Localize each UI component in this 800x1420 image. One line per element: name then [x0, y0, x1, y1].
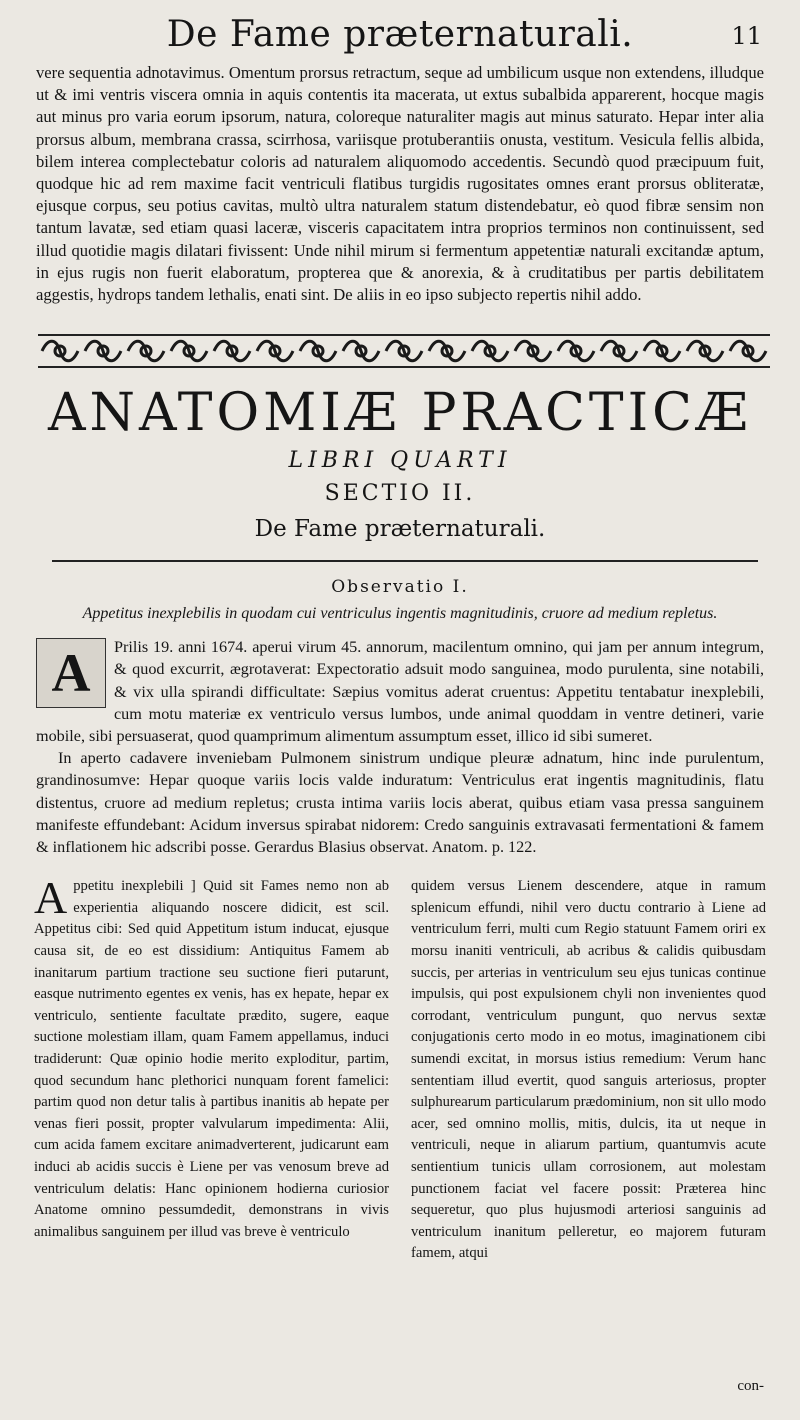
ornament-scroll [171, 341, 207, 361]
observation-title: Observatio I. [331, 577, 469, 598]
running-head [34, 0, 766, 62]
commentary-columns [34, 872, 766, 1265]
page-number: 11 [731, 22, 762, 50]
running-title: De Fame præternaturali. [166, 14, 634, 55]
ornament-scroll [85, 341, 121, 361]
commentary-left-text: ppetitu inexplebili ] Quid sit Fames nemo non ab experientia aliquando noscere didicit, est scil. Appetitus cibi: Sed quid Appetitum istum inducat, ejusque causa sit, de eo est dissidium: Antiquitus Famem ab inanitarum partium tractione seu suctione fieri putarunt, easque nutrimento egentes ex venis, has ex hepate, hepar ex ventriculo, sentiente facultate prædito, sugere, eaque suctione molestiam illam, quam Famem appellamus, induci tradiderunt: Quæ opinio hodie merito exploditur, partim, quod secundum hanc plethorici nunquam forent famelici: partim quod non detur talis à partibus inanitis ab hepate per venas fieri possit, propter valvularum impedimenta: Alii, cum acida famem excitare animadverterent, judicarunt eam induci ab acidis succis è Liene per vas venosum breve ad ventriculum delatis: Hanc opinionem hodierna curiosior Anatome omnino pessumdedit, demonstrans in vivis animalibus sanguinem per illud vas breve è ventriculo [34, 878, 389, 1240]
ornament-scroll [386, 341, 422, 361]
book-subtitle: LIBRI QUARTI [288, 448, 512, 474]
commentary-left-column [34, 872, 389, 1265]
ornament-scroll [472, 341, 508, 361]
decorative-border-ornament [38, 332, 770, 370]
ornament-scroll [687, 341, 723, 361]
ornament-scroll [257, 341, 293, 361]
ornament-scroll [515, 341, 551, 361]
ornament-scroll [343, 341, 379, 361]
observation-paragraph-2: In aperto cadavere inveniebam Pulmonem sinistrum undique pleuræ adnatum, hinc inde purulentum, grandinosumve: Hepar quoque variis locis valde induratum: Ventriculus erat ingentis magnitudinis, flatu distentus, cruore ad medium repletus; crusta intima variis locis aberat, quibus etiam vasa pressa sanguinem manifeste effundebant: Acidum inversus spirabat nidorem: Credo sanguinis extravasati fermentationi & famem & inflationem hic adscribi posse. Gerardus Blasius observat. Anatom. p. 122. [36, 749, 764, 857]
chapter-title: De Fame præternaturali. [254, 516, 546, 543]
ornament-scroll [300, 341, 336, 361]
main-title: ANATOMIÆ PRACTICÆ [48, 383, 752, 444]
section-title: SECTIO II. [324, 481, 476, 507]
ornament-scroll [128, 341, 164, 361]
catchword: con- [737, 1378, 764, 1394]
horizontal-rule [52, 560, 758, 562]
commentary-right-column: quidem versus Lienem descendere, atque in ramum splenicum effundi, nihil vero ductu contrario à Liene ad ventriculum ferri, multi cum Regio statuunt Famem oriri ex morsu inaniti ventriculi, ab acribus & calidis quibusdam succis, per arterias in ventriculum seu ejus tunicas continue impulsis, qui post expulsionem chyli non invenientes quod corrodant, ventriculum pungunt, quo nervus sextæ conjugationis certo modo in eo motus, imaginationem cibi sumendi excitat, in morsus istius remedium: Verum hanc sententiam illud evertit, quod sanguis arteriosus, propter sulphurearum particularum prædominium, non sit ullo modo acer, sed omnino mollis, mitis, dulcis, ita ut neque in ventriculi, neque in aliarum partium, quantumvis acute sentientium tunicis ullam corrosionem, aut molestam punctionem faciat vel facere possit: Præterea hinc sequeretur, quo plus hujusmodi arteriosi sanguinis ad ventriculum inanitum pelleretur, eo majorem futuram famem, atqui [411, 878, 766, 1262]
continued-paragraph: vere sequentia adnotavimus. Omentum prorsus retractum, seque ad umbilicum usque non extendens, illudque ut & imi ventris viscera omnia in aquis contentis ita macerata, ut extus subalbida apparerent, hocque magis aut minus pro varia eorum ipsorum, natura, coloreque naturaliter magis aut minus saturato. Hepar inter alia prorsus album, membrana crassa, scirrhosa, variisque protuberantiis onusta, vestitum. Vesicula fellis albida, bilem interea complectebatur coloris ad naturalem aliquomodo accedentis. Secundò quod præcipuum fuit, quodque hic ad rem maxime facit ventriculi flatibus turgidis rugositates omnes erant prorsus obliteratæ, ejusque corpus, seu potius cavitas, multò ultra naturalem statum distendebatur, eò quod fibræ sensim non tantum lavatæ, sed etiam quasi laceræ, visceris capacitatem intra proprios terminos non continuissent, sed illud quotidie magis dilatari fivissent: Unde nihil mirum si fermentum appetentiæ naturali excitandæ aptum, in ejus rugis non fuerit elaboratum, propterea que & anorexia, & à cruditatibus per partis debilitatem aggestis, hydrops tandem lethalis, enati sint. De aliis in eo ipso subjecto repertis nihil addo. [36, 63, 764, 305]
ornament-scroll [42, 341, 78, 361]
observation-body [34, 636, 766, 858]
ornament-scroll [429, 341, 465, 361]
decorated-initial: A [36, 638, 106, 708]
ornament-scroll [214, 341, 250, 361]
ornament-scroll [558, 341, 594, 361]
ornament-scroll [730, 341, 766, 361]
commentary-initial: A [34, 872, 68, 924]
ornament-scroll [644, 341, 680, 361]
observation-caption: Appetitus inexplebilis in quodam cui ventriculus ingentis magnitudinis, cruore ad medium repletus. [82, 605, 718, 623]
observation-paragraph-1: Prilis 19. anni 1674. aperui virum 45. annorum, macilentum omnino, qui jam per annum integrum, & quod excurrit, ægrotaverat: Expectoratio adsuit modo sanguinea, modo purulenta, sine notabili, & vix ulla spirandi difficultate: Sæpius vomitus aderat cruentus: Appetitu tentabatur inexplebili, cum motu materiæ ex ventriculo versus lumbos, unde animal quoddam in ventre detineri, varie mobile, sibi persuaserat, quod quamprimum alimentum assumptum esset, illico id sibi sumeret. [36, 638, 764, 746]
ornament-scroll [601, 341, 637, 361]
